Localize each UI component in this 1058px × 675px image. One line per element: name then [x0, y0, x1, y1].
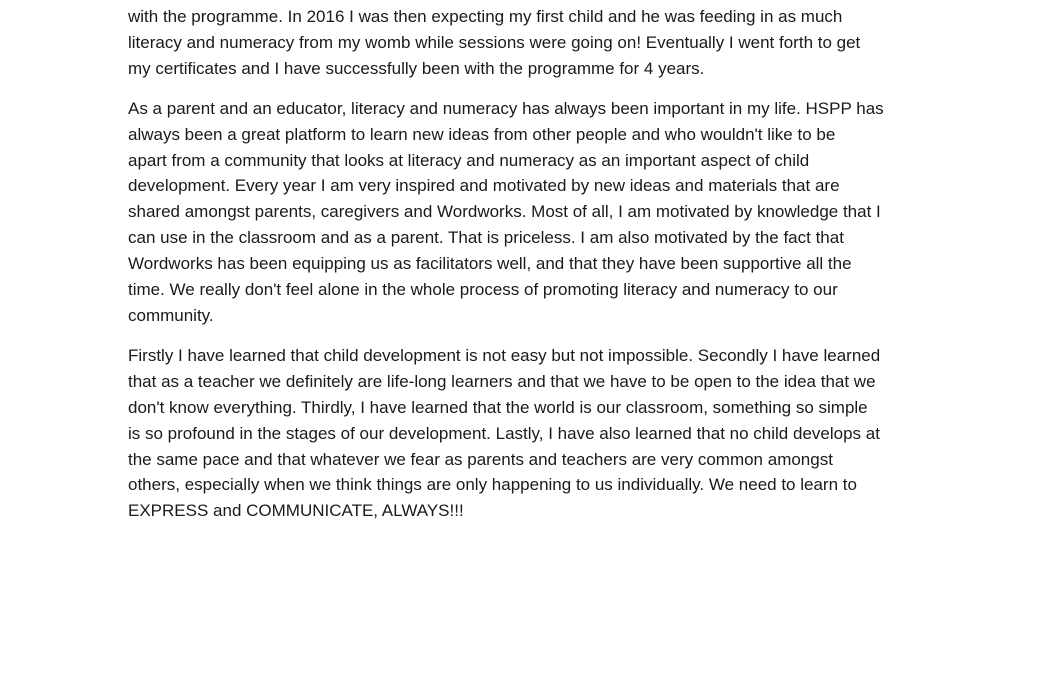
paragraph-lessons-learned	[128, 343, 928, 524]
text-line: Wordworks has been equipping us as facilitators well, and that they have been supportive all the	[128, 254, 852, 274]
text-line: others, especially when we think things are only happening to us individually. We need to learn to	[128, 475, 857, 495]
paragraph-programme-history	[128, 4, 928, 82]
text-line: with the programme. In 2016 I was then expecting my first child and he was feeding in as much	[128, 7, 843, 26]
text-line: my certificates and I have successfully been with the programme for 4 years.	[128, 58, 705, 78]
text-line: As a parent and an educator, literacy and numeracy has always been important in my life. HSPP has	[128, 98, 884, 118]
paragraph-parent-educator	[128, 96, 928, 329]
text-line: community.	[128, 305, 214, 325]
text-line: always been a great platform to learn new ideas from other people and who wouldn't like to be	[128, 124, 836, 144]
text-line: is so profound in the stages of our development. Lastly, I have also learned that no child develops at	[128, 423, 880, 443]
text-line: that as a teacher we definitely are life-long learners and that we have to be open to the idea that we	[128, 371, 876, 391]
text-line: the same pace and that whatever we fear as parents and teachers are very common amongst	[128, 449, 833, 469]
text-line: don't know everything. Thirdly, I have learned that the world is our classroom, something so simple	[128, 397, 868, 417]
text-line: development. Every year I am very inspired and motivated by new ideas and materials that are	[128, 176, 840, 196]
text-line: literacy and numeracy from my womb while sessions were going on! Eventually I went forth to get	[128, 32, 861, 52]
text-line: time. We really don't feel alone in the whole process of promoting literacy and numeracy to our	[128, 280, 838, 300]
document-body	[128, 4, 928, 524]
text-line: shared amongst parents, caregivers and Wordworks. Most of all, I am motivated by knowledge that I	[128, 202, 881, 222]
text-line: EXPRESS and COMMUNICATE, ALWAYS!!!	[128, 501, 464, 521]
text-line: apart from a community that looks at literacy and numeracy as an important aspect of child	[128, 150, 810, 170]
text-line: can use in the classroom and as a parent. That is priceless. I am also motivated by the fact that	[128, 228, 844, 248]
text-line: Firstly I have learned that child development is not easy but not impossible. Secondly I have learned	[128, 345, 881, 365]
